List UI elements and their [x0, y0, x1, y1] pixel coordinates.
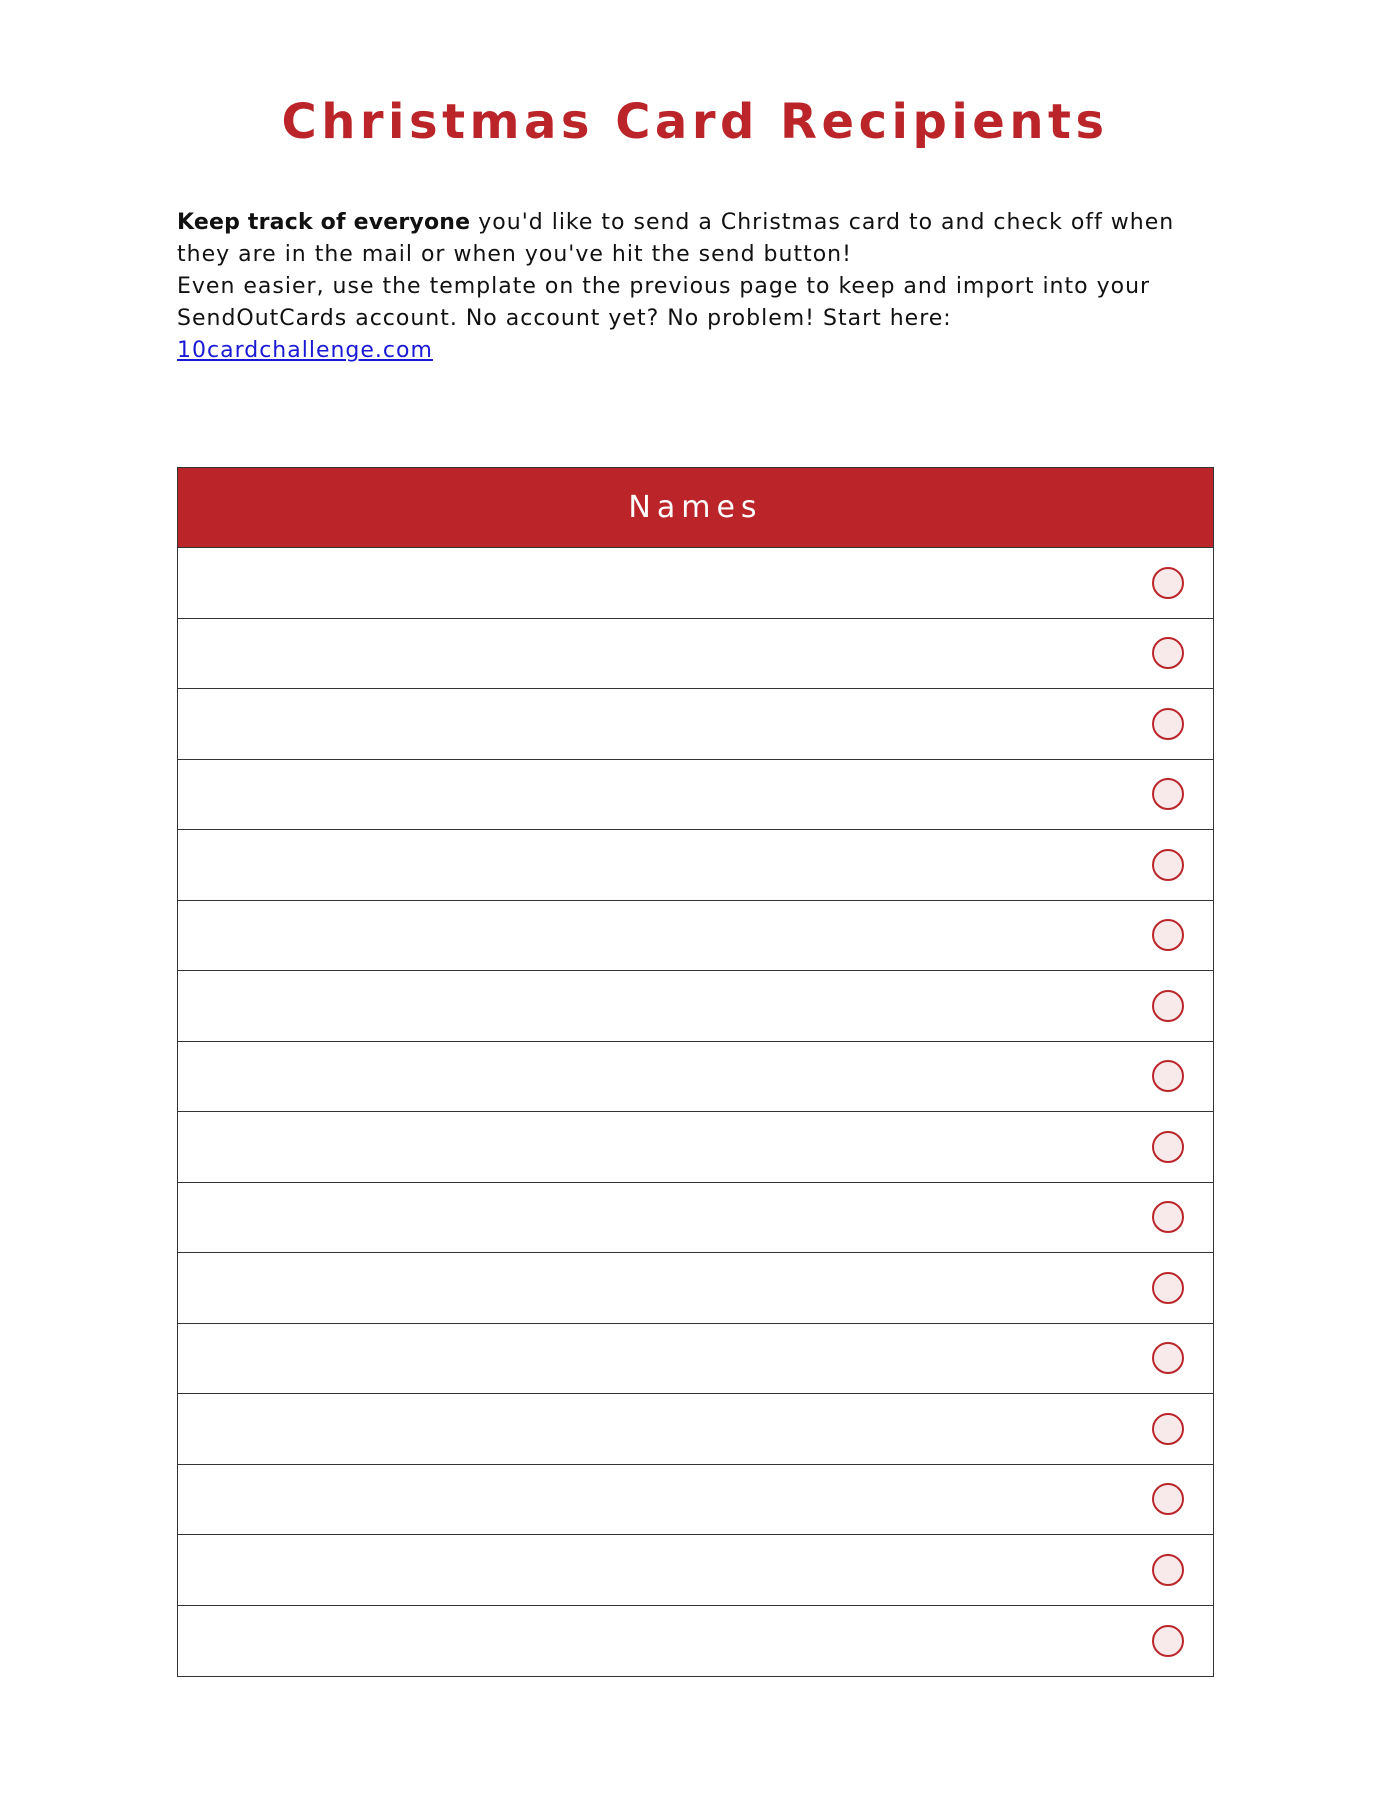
table-row[interactable] [178, 760, 1213, 831]
table-row[interactable] [178, 1042, 1213, 1113]
table-row[interactable] [178, 619, 1213, 690]
table-row[interactable] [178, 1253, 1213, 1324]
intro-paragraph [177, 207, 1207, 367]
names-table [177, 467, 1214, 1677]
checkbox-circle-icon[interactable] [1152, 1625, 1184, 1657]
table-row[interactable] [178, 971, 1213, 1042]
checkbox-circle-icon[interactable] [1152, 1060, 1184, 1092]
intro-line1-text: you'd like to send a Christmas card to and check off when they are in the mail or when you've hit the send button! [177, 210, 1175, 267]
table-row[interactable] [178, 1465, 1213, 1536]
table-row[interactable] [178, 689, 1213, 760]
checkbox-circle-icon[interactable] [1152, 1413, 1184, 1445]
table-header: Names [178, 468, 1213, 548]
table-row[interactable] [178, 1112, 1213, 1183]
checkbox-circle-icon[interactable] [1152, 1342, 1184, 1374]
checkbox-circle-icon[interactable] [1152, 1483, 1184, 1515]
checkbox-circle-icon[interactable] [1152, 1201, 1184, 1233]
checkbox-circle-icon[interactable] [1152, 1554, 1184, 1586]
intro-bold-lead: Keep track of everyone [177, 210, 471, 235]
checkbox-circle-icon[interactable] [1152, 708, 1184, 740]
page-title: Christmas Card Recipients [281, 94, 1109, 150]
signup-link[interactable]: 10cardchallenge.com [177, 338, 433, 363]
table-row[interactable] [178, 1324, 1213, 1395]
table-row[interactable] [178, 548, 1213, 619]
table-row[interactable] [178, 1606, 1213, 1677]
checkbox-circle-icon[interactable] [1152, 567, 1184, 599]
checkbox-circle-icon[interactable] [1152, 778, 1184, 810]
table-row[interactable] [178, 901, 1213, 972]
table-row[interactable] [178, 830, 1213, 901]
checkbox-circle-icon[interactable] [1152, 849, 1184, 881]
checkbox-circle-icon[interactable] [1152, 637, 1184, 669]
checkbox-circle-icon[interactable] [1152, 1131, 1184, 1163]
checkbox-circle-icon[interactable] [1152, 919, 1184, 951]
table-row[interactable] [178, 1394, 1213, 1465]
checkbox-circle-icon[interactable] [1152, 1272, 1184, 1304]
intro-line2-text: Even easier, use the template on the previous page to keep and import into your SendOutCards account. No account yet? No problem! Start here: [177, 274, 1151, 331]
table-row[interactable] [178, 1535, 1213, 1606]
table-row[interactable] [178, 1183, 1213, 1254]
table-rows [178, 548, 1213, 1676]
checkbox-circle-icon[interactable] [1152, 990, 1184, 1022]
